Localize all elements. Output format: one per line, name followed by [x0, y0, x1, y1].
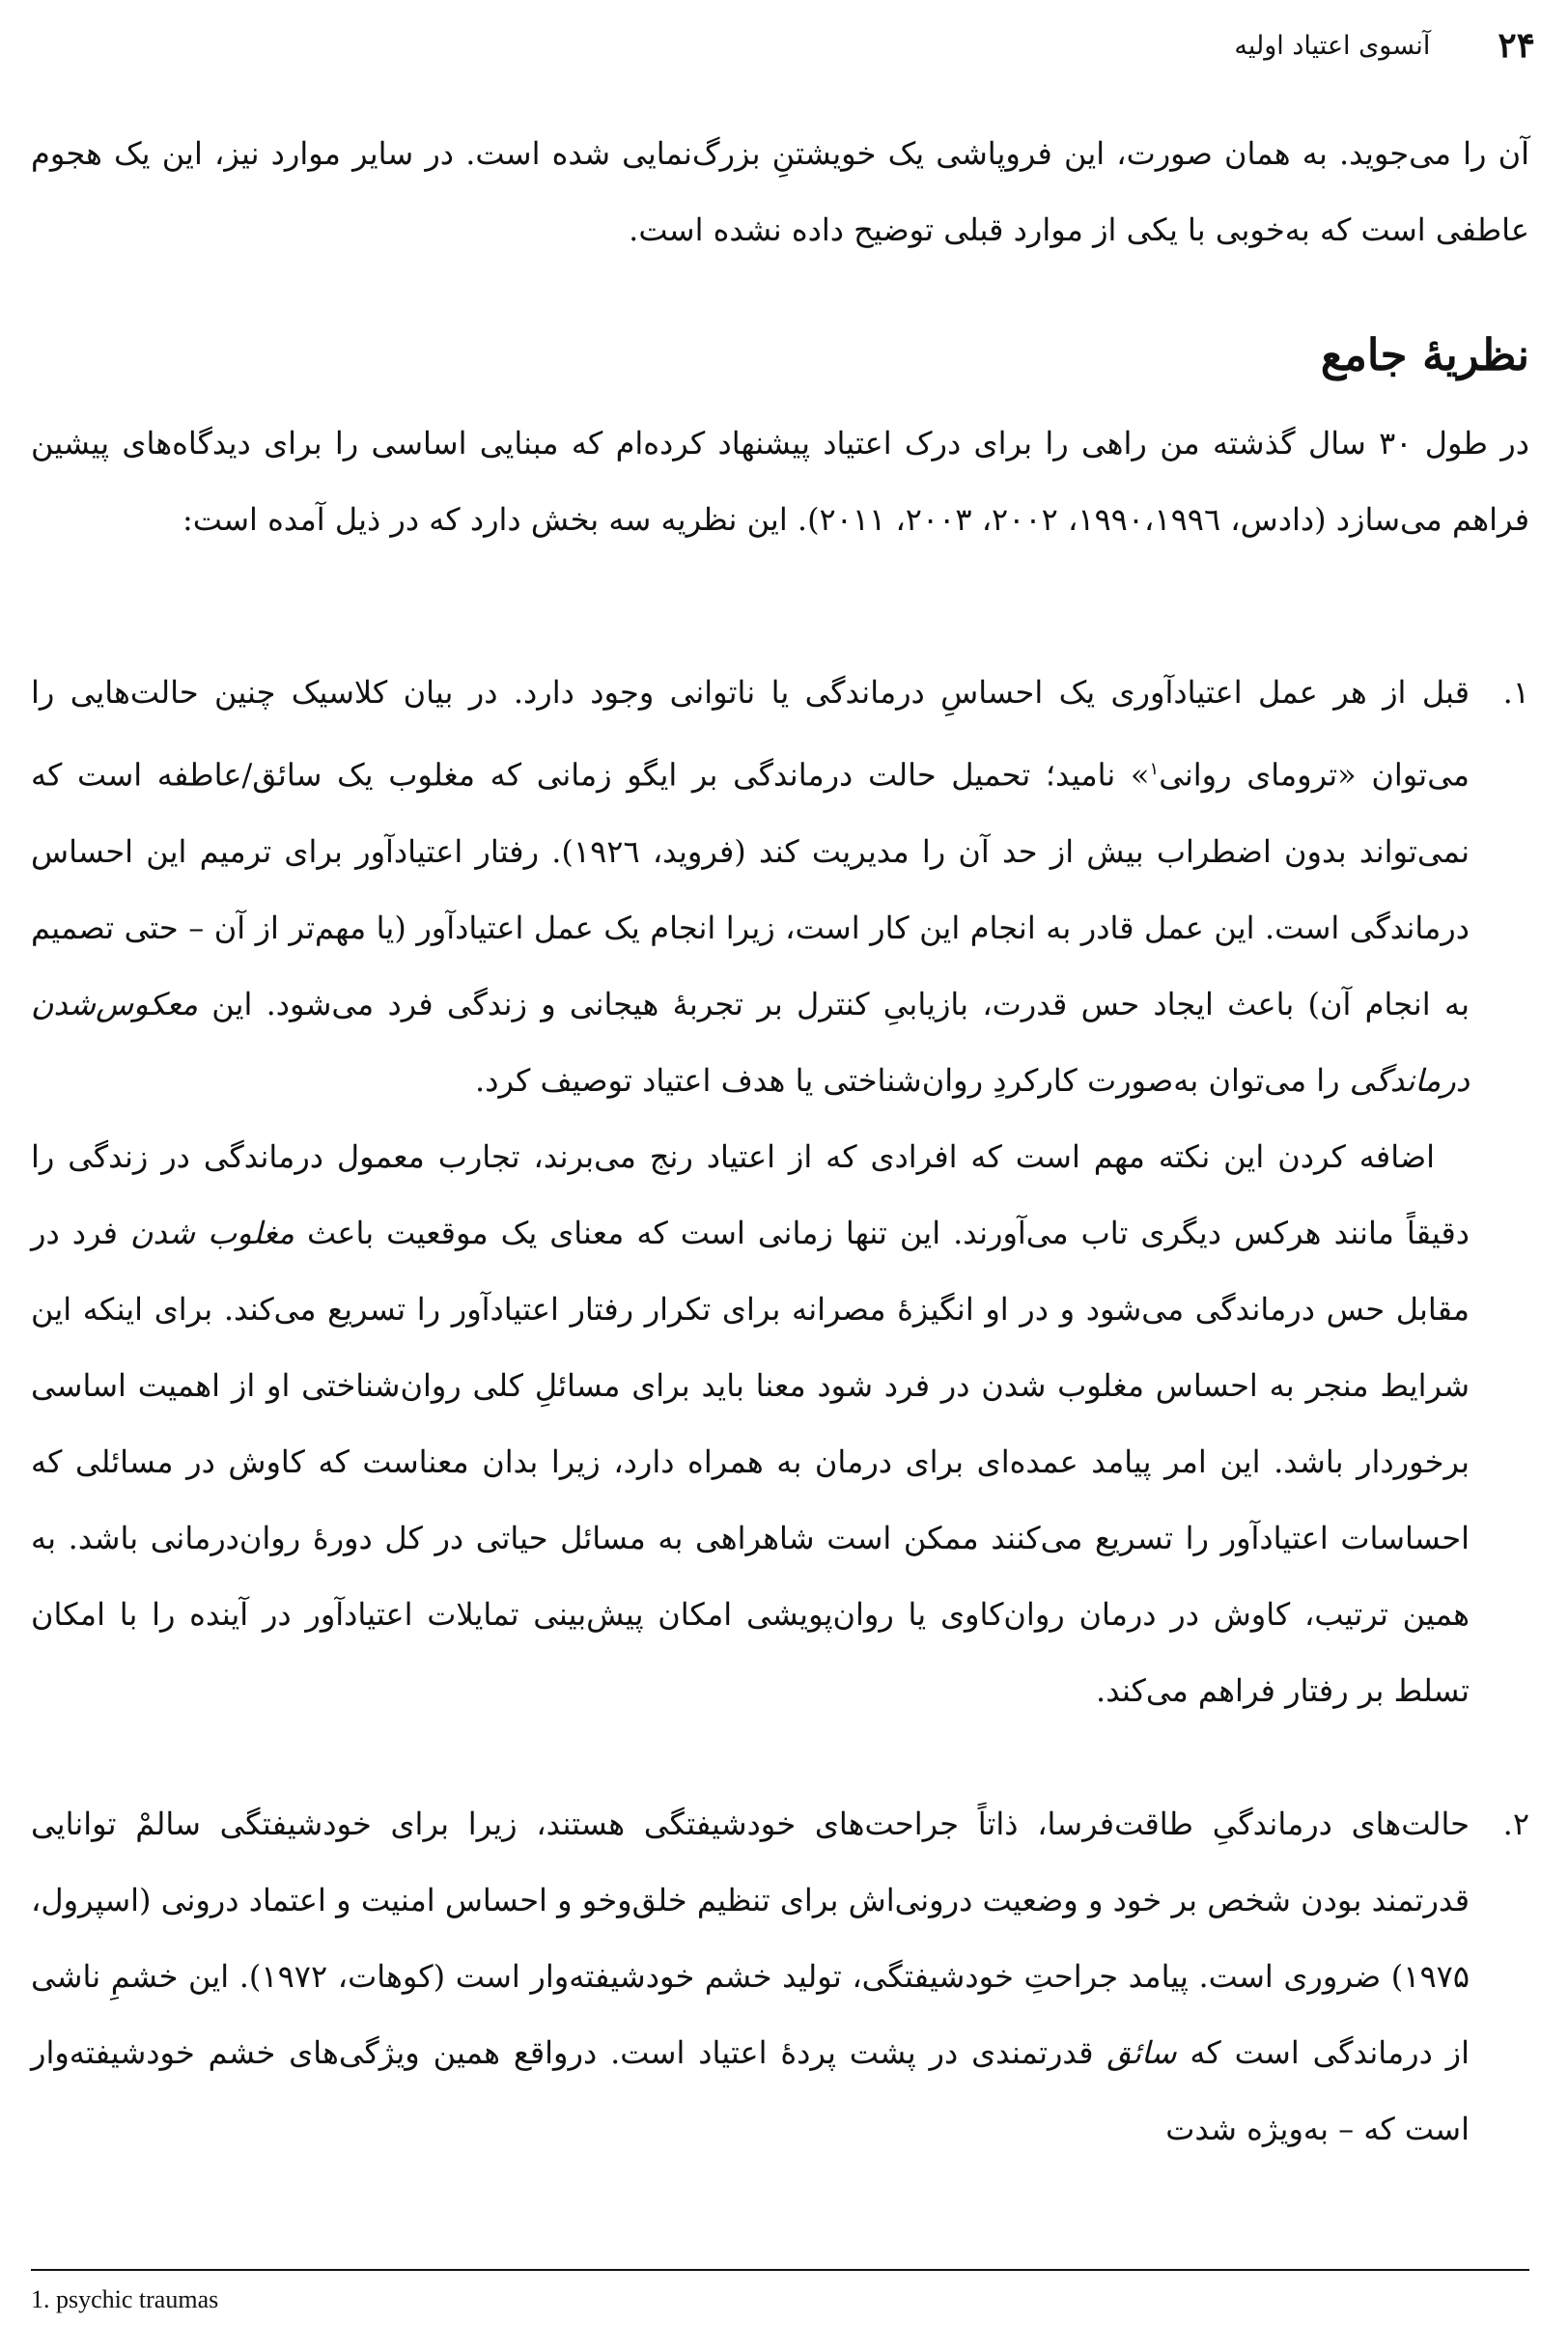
text-run: اضافه کردن این نکته مهم است که افرادی که از اعتیاد رنج می‌برند، تجارب معمول درماندگی در زندگی را دقیقاً مانند هرکس دیگری تاب می‌آورند. این تنها زمانی است که معنای یک موقعیت باعث: [31, 1137, 1470, 1251]
footnote-divider: [31, 2269, 1529, 2271]
intro-paragraph: آن را می‌جوید. به همان صورت، این فروپاشی یک خویشتنِ بزرگ‌نمایی شده است. در سایر موارد نیز، این یک هجوم عاطفی است که به‌خوبی با یکی از موارد قبلی توضیح داده نشده است.: [31, 135, 1529, 248]
text-run: » نامید؛ تحمیل حالت درماندگی بر ایگو زمانی که مغلوب یک سائق/عاطفه است که نمی‌تواند بدون اضطراب بیش از حد آن را مدیریت کند (فروید، ۱۹۲٦). رفتار اعتیادآور برای ترمیم این احساس درماندگی است. این عمل قادر به انجام این کار است، زیرا انجام یک عمل اعتیادآور (یا مهم‌تر از آن – حتی تصمیم به انجام آن) باعث ایجاد حس قدرت، بازیابیِ کنترل بر تجربهٔ هیجانی و زندگی فرد می‌شود. این: [31, 756, 1470, 1022]
footnote: 1. psychic traumas: [31, 2285, 219, 2313]
text-run: فرد در مقابل حس درماندگی می‌شود و در او انگیزهٔ مصرانه برای تکرار رفتار اعتیادآور را تسریع می‌کند. برای اینکه این شرایط منجر به احساس مغلوب شدن در فرد شود معنا باید برای مسائلِ کلی روان‌شناختی او از اهمیت اساسی برخوردار باشد. این امر پیامد عمده‌ای برای درمان به همراه دارد، زیرا بدان معناست که کاوش در مسائلی که احساسات اعتیادآور را تسریع می‌کنند ممکن است شاهراهی به مسائل حیاتی در کل دورهٔ روان‌درمانی باشد. به همین ترتیب، کاوش در درمان روان‌کاوی یا روان‌پویشی امکان پیش‌بینی تمایلات اعتیادآور در آینده را با امکان تسلط بر رفتار فراهم می‌کند.: [31, 1214, 1470, 1709]
text-run: قدرتمندی در پشت پردهٔ اعتیاد است. درواقع همین ویژگی‌های خشم خودشیفته‌وار است که – به‌ویژه شدت: [31, 2034, 1470, 2147]
list-item-body: [31, 655, 1470, 1729]
running-title: آنسوی اعتیاد اولیه: [1234, 30, 1431, 61]
text-run: قبل از هر عمل اعتیادآوری یک احساسِ درماندگی یا ناتوانی وجود دارد. در بیان کلاسیک چنین حالت‌هایی را می‌توان «ترومای روانی: [31, 674, 1470, 794]
list-item-paragraph: [31, 1119, 1470, 1729]
emphasis-text: مغلوب شدن: [129, 1214, 294, 1251]
section-intro-paragraph: در طول ۳۰ سال گذشته من راهی را برای درک اعتیاد پیشنهاد کرده‌ام که مبنایی اساسی را برای دیدگاه‌های پیشین فراهم می‌سازد (دادس، ۱۹۹۰،۱۹۹٦، ۲۰۰۲، ۲۰۰۳، ۲۰۱۱). این نظریه سه بخش دارد که در ذیل آمده است:: [31, 425, 1530, 538]
footnote-marker: ۱: [1149, 759, 1160, 779]
page-header: [1149, 21, 1535, 70]
list-item-number: ۲.: [1502, 1805, 1529, 1842]
list-item-paragraph: [31, 655, 1470, 1119]
text-run: حالت‌های درماندگیِ طاقت‌فرسا، ذاتاً جراحت‌های خودشیفتگی هستند، زیرا برای خودشیفتگی سالمْ توانایی قدرتمند بودن شخص بر خود و وضعیت درونی‌اش برای تنظیم خلق‌وخو و احساس امنیت و اعتماد درونی (اسپرول، ۱۹۷۵) ضروری است. پیامد جراحتِ خودشیفتگی، تولید خشم خودشیفته‌وار است (کوهات، ۱۹۷۲). این خشمِ ناشی از درماندگی است که: [31, 1805, 1470, 2071]
emphasis-text: سائق: [1106, 2034, 1177, 2071]
list-item: [31, 1786, 1529, 2168]
page-number: ۲۴: [1498, 25, 1535, 66]
emphasis-text: معکوس‌شدن درماندگی: [31, 985, 1470, 1099]
list-item-body: [31, 1786, 1470, 2168]
list-item: [31, 655, 1529, 1729]
list-item-paragraph: [31, 1786, 1470, 2168]
text-run: را می‌توان به‌صورت کارکردِ روان‌شناختی یا هدف اعتیاد توصیف کرد.: [475, 1061, 1350, 1099]
list-item-number: ۱.: [1502, 674, 1529, 711]
section-heading: نظریهٔ جامع: [1320, 329, 1529, 380]
